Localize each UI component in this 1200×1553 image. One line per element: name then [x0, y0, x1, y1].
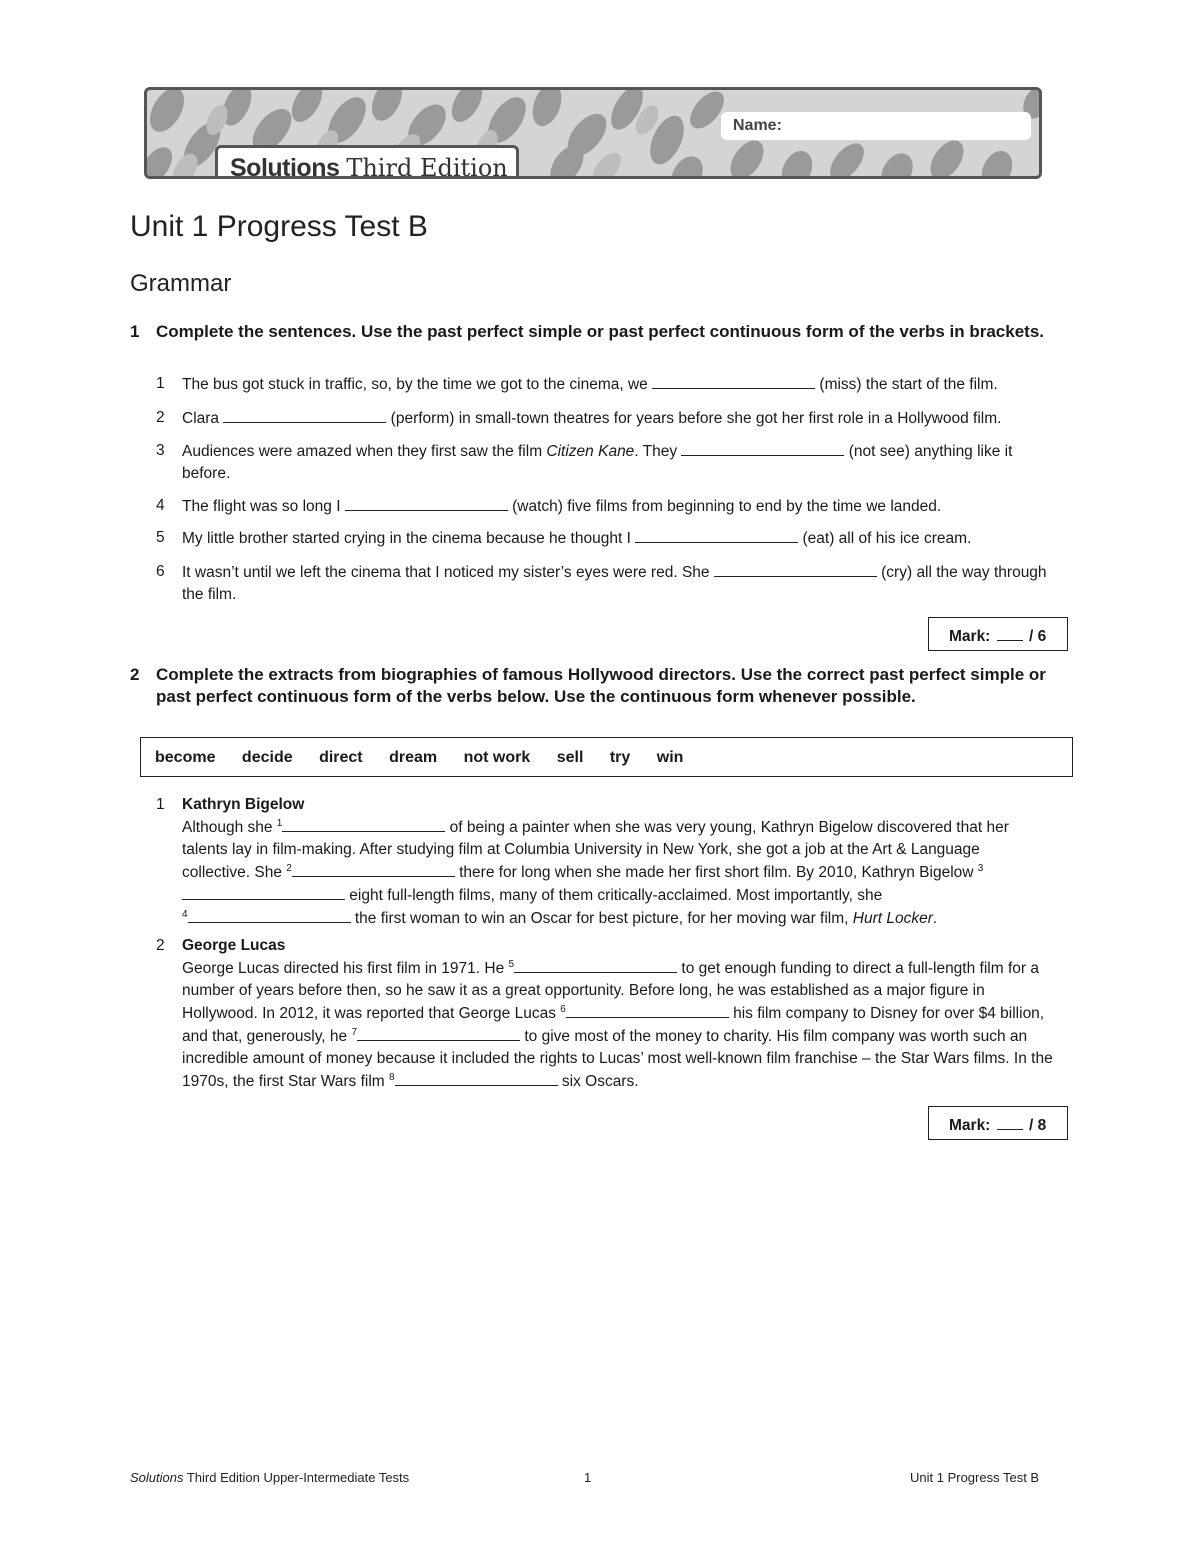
answer-blank[interactable]: [566, 1002, 729, 1018]
bio-text: of being a painter when she was very young, Kathryn Bigelow discovered that her talents lay in film-making. After studying film at Columbia University in New York, she got a job at the Art & Language collective. She: [182, 819, 1009, 881]
bio-text: six Oscars.: [557, 1073, 639, 1090]
section-heading: Grammar: [130, 270, 232, 297]
gap-number: 3: [977, 862, 984, 874]
answer-blank[interactable]: [345, 495, 508, 511]
mark-box: [928, 617, 1068, 651]
film-title: Citizen Kane: [546, 443, 635, 460]
answer-blank[interactable]: [282, 816, 445, 832]
gap-number: 6: [560, 1003, 566, 1015]
biography-1: [156, 794, 1036, 930]
answer-blank[interactable]: [681, 440, 844, 456]
question-number: 5: [156, 529, 165, 546]
bio-text: there for long when she made her first short film. By 2010, Kathryn Bigelow: [454, 864, 978, 881]
word-item: decide: [241, 749, 293, 766]
question-item: [156, 440, 1056, 485]
film-title: Hurt Locker: [852, 910, 933, 927]
question-item: [156, 527, 1056, 550]
mark-label: Mark:: [949, 628, 991, 645]
gap-number: 5: [508, 958, 515, 970]
bio-text: Although she: [182, 819, 277, 836]
biography-2: [156, 935, 1056, 1093]
gap-number: 7: [351, 1026, 358, 1038]
bio-text: George Lucas directed his first film in 1971. He: [182, 960, 509, 977]
question-text-end: (watch) five films from beginning to end by the time we landed.: [507, 498, 942, 515]
brand-logo: [215, 145, 519, 179]
bio-number: 2: [156, 937, 165, 954]
mark-blank[interactable]: [997, 1115, 1023, 1130]
question-number: 1: [156, 375, 165, 392]
mark-box: [928, 1106, 1068, 1140]
question-number: 4: [156, 497, 165, 514]
footer-series: Solutions: [130, 1470, 184, 1485]
bio-text: his film company to Disney for over $4 billion, and that, generously, he: [182, 1005, 1045, 1045]
question-text-end: (perform) in small-town theatres for years before she got her first role in a Hollywood film.: [386, 410, 1002, 427]
page-number: 1: [584, 1470, 592, 1485]
question-text-mid: . They: [634, 443, 682, 460]
question-item: [156, 495, 1056, 518]
gap-number: 8: [389, 1071, 395, 1083]
bio-number: 1: [156, 796, 165, 813]
mark-blank[interactable]: [997, 626, 1023, 641]
bio-text: to give most of the money to charity. His film company was worth such an incredible amount of money because it included the rights to Lucas’ most well-known film franchise – the Star Wars films. In the 1970s, the first Star Wars film: [182, 1028, 1053, 1090]
question-text: Audiences were amazed when they first saw the film: [182, 443, 547, 460]
bio-title: Kathryn Bigelow: [182, 796, 305, 813]
instruction-text: Complete the extracts from biographies of famous Hollywood directors. Use the correct past perfect simple or past perfect continuous form of the verbs below. Use the continuous form whenever possible.: [156, 665, 1046, 706]
answer-blank[interactable]: [635, 527, 798, 543]
question-text-end: (eat) all of his ice cream.: [798, 530, 972, 547]
mark-label: Mark:: [949, 1117, 991, 1134]
header-banner: [144, 87, 1042, 179]
answer-blank[interactable]: [292, 861, 455, 877]
answer-blank[interactable]: [395, 1070, 558, 1086]
question-text: The flight was so long I: [182, 498, 345, 515]
answer-blank[interactable]: [223, 407, 386, 423]
word-item: dream: [389, 749, 438, 766]
question-text: My little brother started crying in the cinema because he thought I: [182, 530, 636, 547]
question-text-end: (miss) the start of the film.: [815, 376, 998, 393]
word-item: sell: [556, 749, 584, 766]
page-title: Unit 1 Progress Test B: [130, 210, 428, 243]
exercise-number: 2: [130, 665, 140, 684]
question-number: 3: [156, 442, 165, 459]
exercise-2-instruction: [130, 664, 1050, 708]
question-item: [156, 407, 1056, 430]
bio-text: eight full-length films, many of them critically-acclaimed. Most importantly, she: [345, 887, 883, 904]
brand-edition: Third Edition: [346, 154, 508, 179]
word-box: [140, 737, 1073, 777]
brand-name: Solutions: [230, 154, 340, 179]
gap-number: 4: [182, 908, 188, 920]
answer-blank[interactable]: [182, 884, 345, 900]
word-item: become: [155, 749, 216, 766]
question-text-end: (cry) all the way through the film.: [182, 564, 1047, 603]
bio-text: .: [932, 910, 938, 927]
word-item: try: [609, 749, 631, 766]
question-number: 6: [156, 563, 165, 580]
question-number: 2: [156, 409, 165, 426]
gap-number: 1: [276, 817, 283, 829]
question-item: [156, 373, 1056, 396]
footer-left: [130, 1470, 409, 1485]
answer-blank[interactable]: [714, 561, 877, 577]
word-item: win: [656, 749, 684, 766]
question-text: Clara: [182, 410, 224, 427]
word-item: direct: [319, 749, 363, 766]
exercise-number: 1: [130, 322, 140, 341]
footer-book: Third Edition Upper-Intermediate Tests: [183, 1470, 410, 1485]
bio-text: to get enough funding to direct a full-length film for a number of years before then, so he saw it as a great opportunity. Before long, he was established as a major figure in Hollywood. In 2012, it was reported that George Lucas: [182, 960, 1039, 1022]
question-text: The bus got stuck in traffic, so, by the time we got to the cinema, we: [182, 376, 653, 393]
answer-blank[interactable]: [652, 373, 815, 389]
bio-title: George Lucas: [182, 937, 286, 954]
mark-total: / 8: [1028, 1117, 1047, 1134]
mark-total: / 6: [1028, 628, 1047, 645]
gap-number: 2: [286, 862, 292, 874]
answer-blank[interactable]: [514, 957, 677, 973]
question-text: It wasn’t until we left the cinema that I noticed my sister’s eyes were red. She: [182, 564, 714, 581]
instruction-text: Complete the sentences. Use the past perfect simple or past perfect continuous form of the verbs in brackets.: [156, 322, 1045, 341]
answer-blank[interactable]: [357, 1025, 520, 1041]
answer-blank[interactable]: [188, 907, 351, 923]
exercise-1-instruction: [130, 321, 1050, 343]
question-text-end: (not see) anything like it before.: [182, 443, 1013, 482]
question-item: [156, 561, 1056, 606]
bio-text: the first woman to win an Oscar for best picture, for her moving war film,: [350, 910, 853, 927]
word-item: not work: [463, 749, 531, 766]
footer-right: Unit 1 Progress Test B: [910, 1470, 1040, 1485]
name-field[interactable]: Name:: [721, 112, 1031, 140]
